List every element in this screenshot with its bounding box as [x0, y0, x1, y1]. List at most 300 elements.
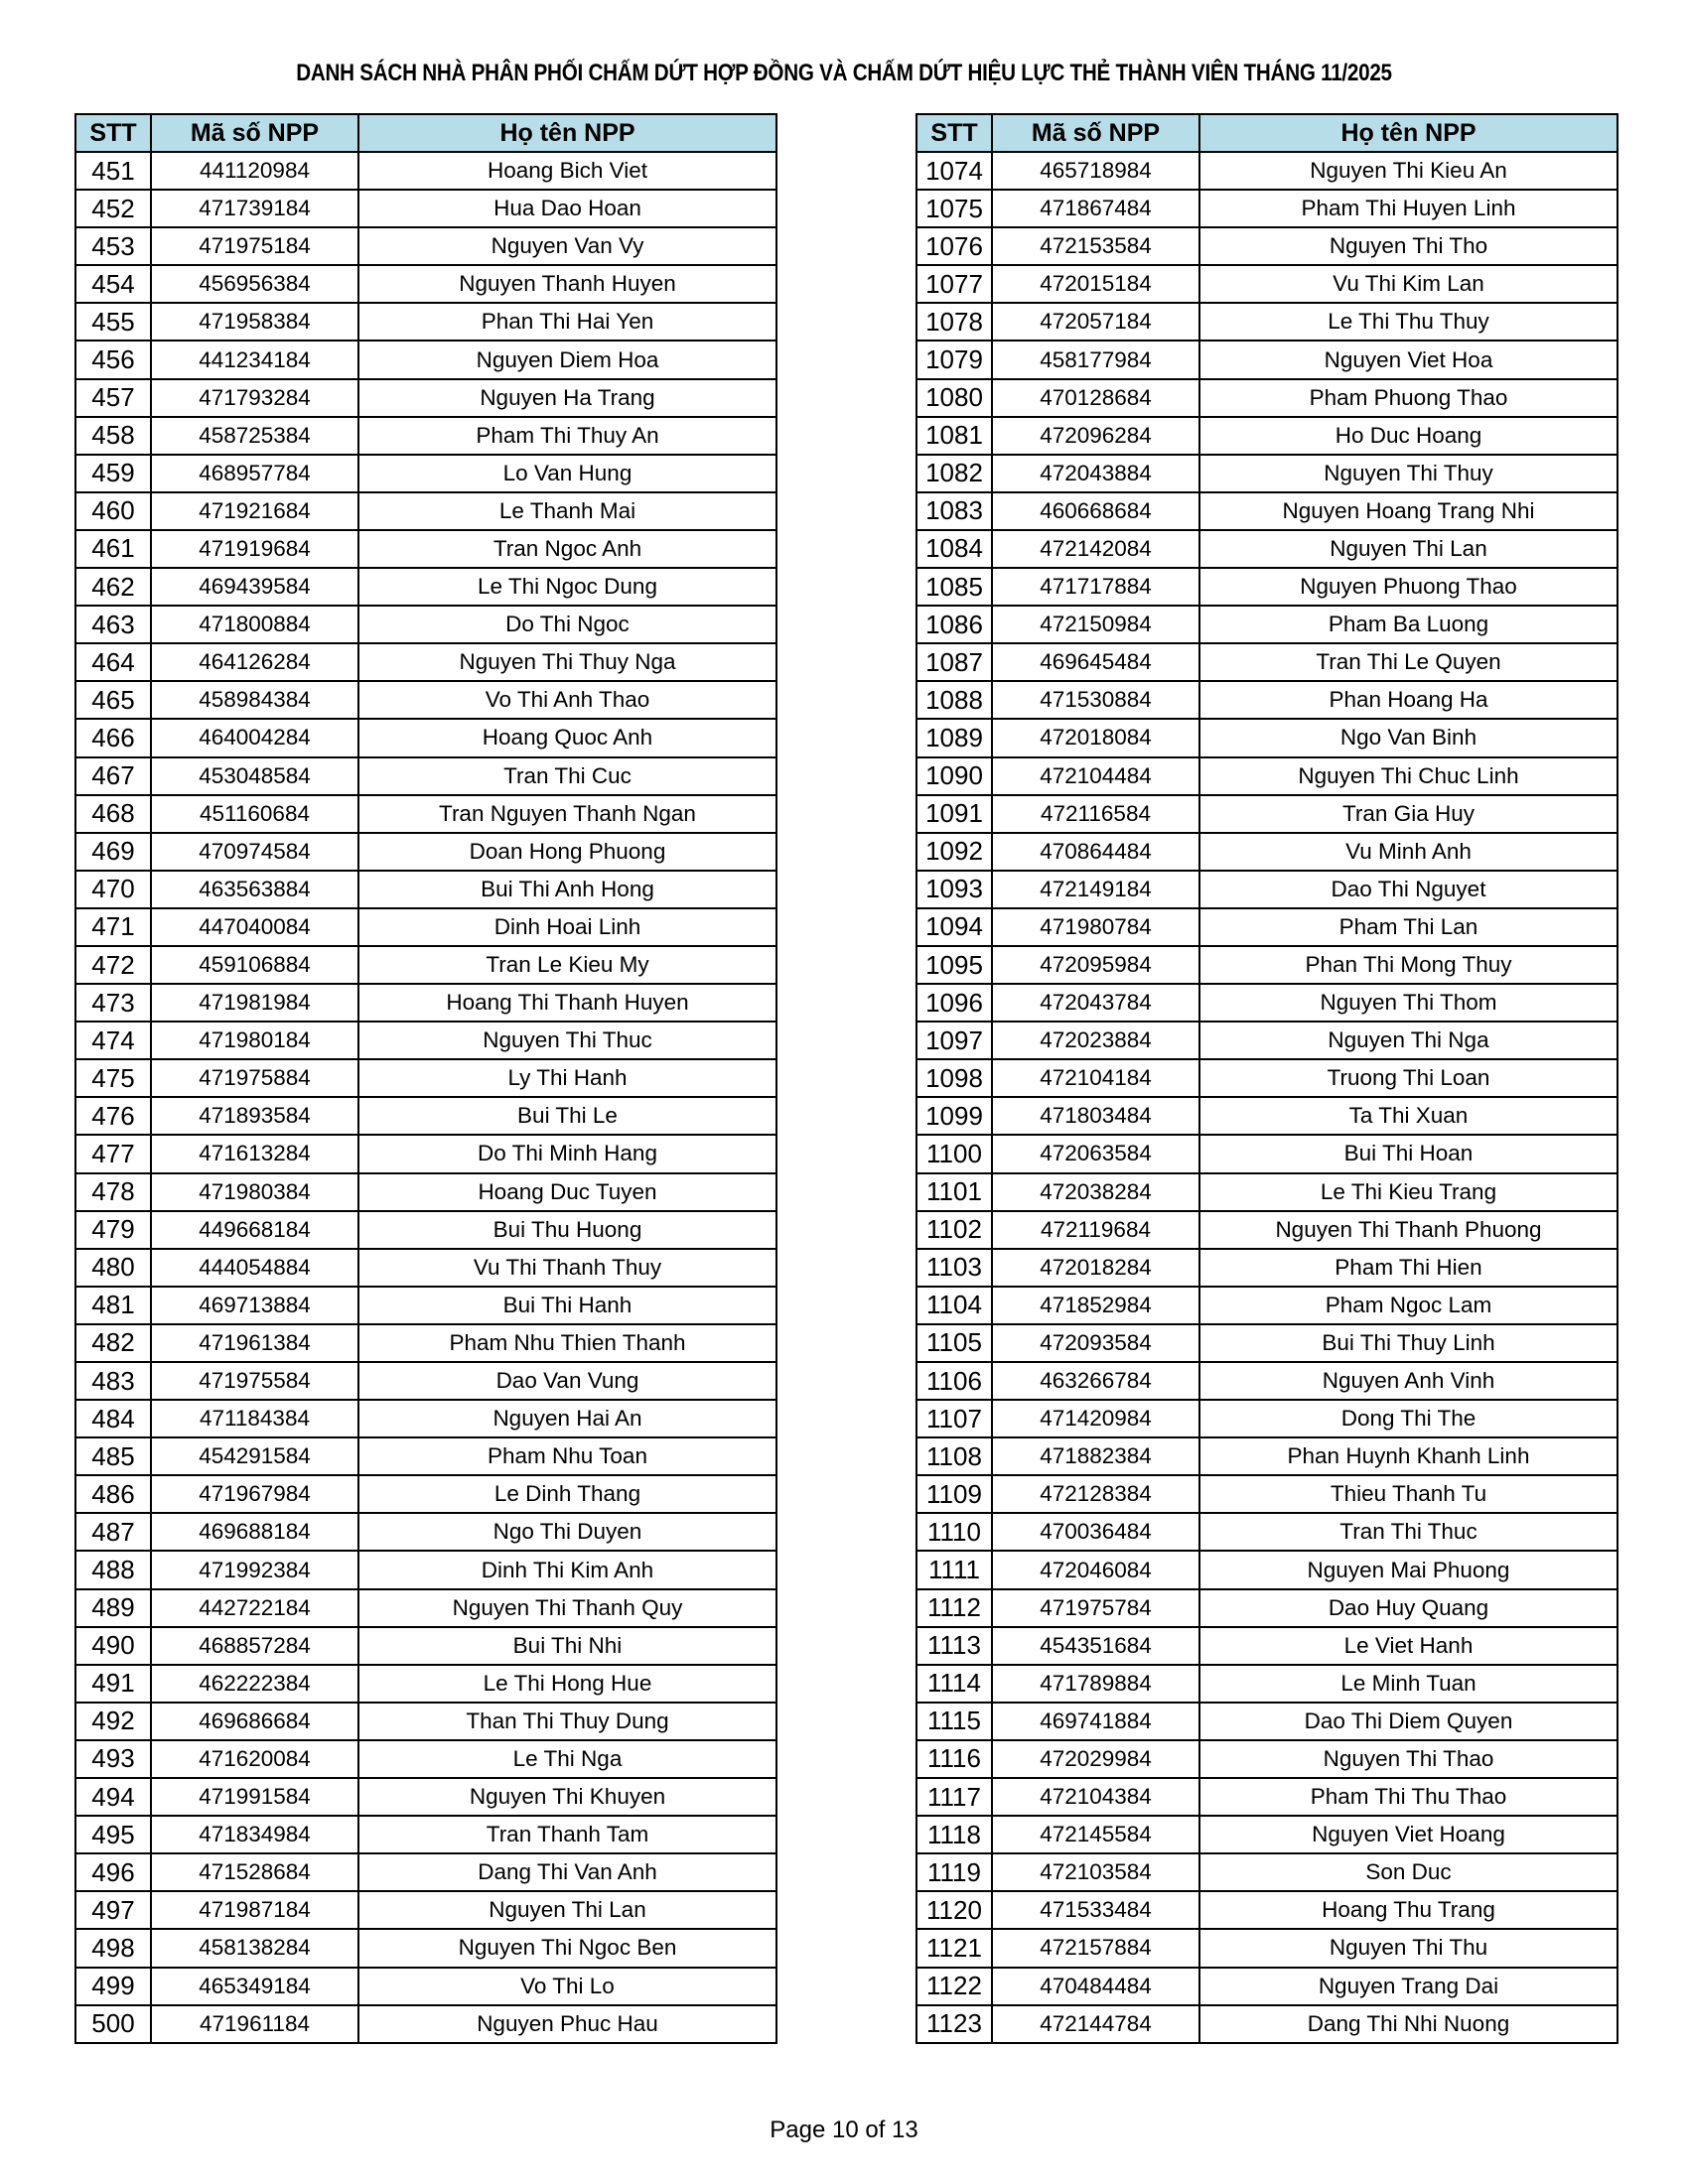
column-header-name: Họ tên NPP — [358, 114, 776, 152]
cell-name: Le Thi Thu Thuy — [1199, 303, 1618, 341]
cell-name: Nguyen Thi Lan — [1199, 530, 1618, 568]
table-row — [75, 1324, 776, 1362]
cell-stt: 489 — [75, 1589, 151, 1627]
table-row — [75, 227, 776, 265]
cell-stt: 464 — [75, 643, 151, 681]
cell-name: Vo Thi Anh Thao — [358, 681, 776, 719]
table-row — [916, 681, 1618, 719]
cell-name: Le Minh Tuan — [1199, 1665, 1618, 1703]
cell-code: 472043884 — [992, 455, 1199, 492]
cell-code: 471793284 — [151, 379, 358, 417]
table-row — [75, 1400, 776, 1437]
table-row — [916, 1703, 1618, 1740]
cell-name: Ly Thi Hanh — [358, 1059, 776, 1097]
cell-name: Nguyen Thi Thom — [1199, 984, 1618, 1022]
cell-stt: 1095 — [916, 946, 992, 984]
cell-stt: 1118 — [916, 1816, 992, 1853]
table-row — [75, 1135, 776, 1172]
cell-code: 472119684 — [992, 1211, 1199, 1249]
cell-name: Hoang Duc Tuyen — [358, 1173, 776, 1211]
cell-name: Pham Ngoc Lam — [1199, 1287, 1618, 1324]
cell-code: 462222384 — [151, 1665, 358, 1703]
table-row — [75, 1891, 776, 1929]
table-row — [75, 719, 776, 756]
table-row — [75, 1589, 776, 1627]
cell-name: Vu Thi Thanh Thuy — [358, 1249, 776, 1287]
cell-name: Tran Nguyen Thanh Ngan — [358, 795, 776, 833]
cell-code: 468857284 — [151, 1627, 358, 1665]
cell-name: Pham Thi Thu Thao — [1199, 1778, 1618, 1816]
cell-name: Bui Thu Huong — [358, 1211, 776, 1249]
cell-stt: 1105 — [916, 1324, 992, 1362]
table-row — [75, 152, 776, 190]
table-row — [916, 190, 1618, 227]
cell-name: Tran Gia Huy — [1199, 795, 1618, 833]
table-row — [916, 1551, 1618, 1588]
cell-code: 471919684 — [151, 530, 358, 568]
cell-name: Pham Thi Hien — [1199, 1249, 1618, 1287]
distributor-table-right — [915, 113, 1618, 2044]
cell-code: 472104384 — [992, 1778, 1199, 1816]
cell-code: 471530884 — [992, 681, 1199, 719]
table-header-row — [916, 114, 1618, 152]
cell-code: 471975184 — [151, 227, 358, 265]
table-row — [916, 1173, 1618, 1211]
table-row — [75, 265, 776, 303]
table-row — [75, 1816, 776, 1853]
cell-name: Nguyen Thi Khuyen — [358, 1778, 776, 1816]
cell-name: Le Thi Ngoc Dung — [358, 568, 776, 606]
table-row — [916, 795, 1618, 833]
table-header-row — [75, 114, 776, 152]
cell-name: Phan Thi Hai Yen — [358, 303, 776, 341]
cell-stt: 495 — [75, 1816, 151, 1853]
cell-stt: 1114 — [916, 1665, 992, 1703]
cell-code: 472145584 — [992, 1816, 1199, 1853]
cell-name: Dao Van Vung — [358, 1362, 776, 1400]
table-row — [916, 833, 1618, 871]
cell-name: Nguyen Thi Thuy — [1199, 455, 1618, 492]
column-header-name: Họ tên NPP — [1199, 114, 1618, 152]
cell-name: Nguyen Thi Thanh Phuong — [1199, 1211, 1618, 1249]
cell-stt: 1123 — [916, 2005, 992, 2043]
cell-name: Hoang Bich Viet — [358, 152, 776, 190]
cell-stt: 1083 — [916, 492, 992, 530]
cell-code: 471980384 — [151, 1173, 358, 1211]
cell-stt: 499 — [75, 1968, 151, 2005]
table-row — [75, 833, 776, 871]
table-body-right — [916, 152, 1618, 2043]
cell-code: 469713884 — [151, 1287, 358, 1324]
cell-stt: 451 — [75, 152, 151, 190]
cell-name: Nguyen Thi Tho — [1199, 227, 1618, 265]
document-title: DANH SÁCH NHÀ PHÂN PHỐI CHẤM DỨT HỢP ĐỒNG VÀ CHẤM DỨT HIỆU LỰC THẺ THÀNH VIÊN THÁNG 11/2025 — [296, 60, 1392, 86]
cell-name: Pham Phuong Thao — [1199, 379, 1618, 417]
cell-code: 471789884 — [992, 1665, 1199, 1703]
cell-stt: 1111 — [916, 1551, 992, 1588]
cell-stt: 467 — [75, 757, 151, 795]
cell-code: 471852984 — [992, 1287, 1199, 1324]
table-row — [75, 1513, 776, 1551]
cell-name: Dinh Hoai Linh — [358, 908, 776, 946]
cell-stt: 492 — [75, 1703, 151, 1740]
cell-stt: 477 — [75, 1135, 151, 1172]
table-row — [75, 341, 776, 378]
table-row — [916, 719, 1618, 756]
table-row — [916, 1437, 1618, 1475]
cell-code: 472142084 — [992, 530, 1199, 568]
table-body-left — [75, 152, 776, 2043]
cell-stt: 1089 — [916, 719, 992, 756]
cell-name: Nguyen Phuc Hau — [358, 2005, 776, 2043]
cell-name: Tran Ngoc Anh — [358, 530, 776, 568]
cell-code: 471803484 — [992, 1097, 1199, 1135]
cell-name: Tran Thi Cuc — [358, 757, 776, 795]
table-row — [916, 1022, 1618, 1059]
cell-stt: 482 — [75, 1324, 151, 1362]
cell-name: Pham Ba Luong — [1199, 606, 1618, 643]
cell-stt: 1084 — [916, 530, 992, 568]
cell-stt: 1078 — [916, 303, 992, 341]
cell-code: 471800884 — [151, 606, 358, 643]
cell-code: 471613284 — [151, 1135, 358, 1172]
table-row — [75, 1475, 776, 1513]
cell-name: Bui Thi Hoan — [1199, 1135, 1618, 1172]
cell-code: 469741884 — [992, 1703, 1199, 1740]
table-row — [75, 190, 776, 227]
cell-stt: 1109 — [916, 1475, 992, 1513]
cell-code: 471893584 — [151, 1097, 358, 1135]
cell-name: Hoang Thi Thanh Huyen — [358, 984, 776, 1022]
cell-code: 465349184 — [151, 1968, 358, 2005]
cell-stt: 1077 — [916, 265, 992, 303]
column-header-code: Mã số NPP — [992, 114, 1199, 152]
cell-name: Nguyen Thi Ngoc Ben — [358, 1929, 776, 1967]
cell-stt: 1091 — [916, 795, 992, 833]
table-row — [916, 606, 1618, 643]
cell-name: Nguyen Anh Vinh — [1199, 1362, 1618, 1400]
cell-name: Ta Thi Xuan — [1199, 1097, 1618, 1135]
table-row — [916, 152, 1618, 190]
cell-name: Son Duc — [1199, 1853, 1618, 1891]
cell-name: Le Dinh Thang — [358, 1475, 776, 1513]
cell-code: 460668684 — [992, 492, 1199, 530]
cell-code: 469686684 — [151, 1703, 358, 1740]
table-row — [75, 1287, 776, 1324]
cell-name: Nguyen Thi Thuc — [358, 1022, 776, 1059]
cell-code: 444054884 — [151, 1249, 358, 1287]
cell-stt: 490 — [75, 1627, 151, 1665]
table-row — [916, 1891, 1618, 1929]
table-row — [75, 606, 776, 643]
cell-name: Do Thi Minh Hang — [358, 1135, 776, 1172]
table-row — [916, 1627, 1618, 1665]
cell-name: Nguyen Ha Trang — [358, 379, 776, 417]
cell-code: 472018084 — [992, 719, 1199, 756]
table-row — [916, 871, 1618, 908]
table-row — [75, 303, 776, 341]
cell-name: Tran Thi Thuc — [1199, 1513, 1618, 1551]
cell-stt: 456 — [75, 341, 151, 378]
cell-code: 472043784 — [992, 984, 1199, 1022]
cell-code: 472096284 — [992, 417, 1199, 455]
table-row — [916, 1853, 1618, 1891]
cell-stt: 1121 — [916, 1929, 992, 1967]
cell-name: Dao Huy Quang — [1199, 1589, 1618, 1627]
table-row — [75, 946, 776, 984]
cell-name: Ho Duc Hoang — [1199, 417, 1618, 455]
cell-code: 471420984 — [992, 1400, 1199, 1437]
cell-stt: 462 — [75, 568, 151, 606]
cell-code: 471980184 — [151, 1022, 358, 1059]
cell-code: 470128684 — [992, 379, 1199, 417]
table-row — [75, 379, 776, 417]
cell-name: Nguyen Thi Lan — [358, 1891, 776, 1929]
cell-code: 454291584 — [151, 1437, 358, 1475]
cell-name: Le Thi Nga — [358, 1740, 776, 1778]
cell-name: Pham Nhu Thien Thanh — [358, 1324, 776, 1362]
table-row — [916, 1400, 1618, 1437]
cell-code: 449668184 — [151, 1211, 358, 1249]
cell-code: 454351684 — [992, 1627, 1199, 1665]
cell-code: 471975884 — [151, 1059, 358, 1097]
cell-code: 471717884 — [992, 568, 1199, 606]
cell-code: 471991584 — [151, 1778, 358, 1816]
cell-stt: 1087 — [916, 643, 992, 681]
cell-stt: 460 — [75, 492, 151, 530]
table-row — [75, 1437, 776, 1475]
cell-stt: 1103 — [916, 1249, 992, 1287]
cell-code: 471961384 — [151, 1324, 358, 1362]
cell-name: Dinh Thi Kim Anh — [358, 1551, 776, 1588]
table-row — [75, 1703, 776, 1740]
cell-name: Le Thi Kieu Trang — [1199, 1173, 1618, 1211]
cell-name: Nguyen Trang Dai — [1199, 1968, 1618, 2005]
cell-stt: 472 — [75, 946, 151, 984]
cell-stt: 461 — [75, 530, 151, 568]
cell-stt: 1108 — [916, 1437, 992, 1475]
cell-code: 472095984 — [992, 946, 1199, 984]
table-row — [916, 1135, 1618, 1172]
table-row — [916, 2005, 1618, 2043]
table-row — [75, 1627, 776, 1665]
cell-name: Le Thanh Mai — [358, 492, 776, 530]
cell-name: Pham Thi Huyen Linh — [1199, 190, 1618, 227]
cell-code: 471620084 — [151, 1740, 358, 1778]
cell-stt: 497 — [75, 1891, 151, 1929]
table-row — [916, 492, 1618, 530]
cell-code: 472104484 — [992, 757, 1199, 795]
table-row — [75, 1551, 776, 1588]
cell-name: Nguyen Hoang Trang Nhi — [1199, 492, 1618, 530]
table-row — [916, 227, 1618, 265]
cell-code: 471528684 — [151, 1853, 358, 1891]
table-row — [916, 341, 1618, 378]
cell-stt: 481 — [75, 1287, 151, 1324]
cell-stt: 459 — [75, 455, 151, 492]
column-header-stt: STT — [75, 114, 151, 152]
table-row — [916, 1362, 1618, 1400]
cell-name: Nguyen Thi Thuy Nga — [358, 643, 776, 681]
cell-stt: 493 — [75, 1740, 151, 1778]
cell-code: 441234184 — [151, 341, 358, 378]
cell-code: 472157884 — [992, 1929, 1199, 1967]
cell-code: 469645484 — [992, 643, 1199, 681]
cell-code: 472015184 — [992, 265, 1199, 303]
table-row — [916, 568, 1618, 606]
table-row — [916, 946, 1618, 984]
cell-name: Nguyen Thi Thu — [1199, 1929, 1618, 1967]
table-row — [75, 1249, 776, 1287]
cell-stt: 498 — [75, 1929, 151, 1967]
cell-code: 451160684 — [151, 795, 358, 833]
cell-name: Dang Thi Van Anh — [358, 1853, 776, 1891]
table-row — [916, 1778, 1618, 1816]
cell-stt: 1098 — [916, 1059, 992, 1097]
cell-stt: 1120 — [916, 1891, 992, 1929]
table-row — [75, 1097, 776, 1135]
cell-stt: 491 — [75, 1665, 151, 1703]
cell-code: 471739184 — [151, 190, 358, 227]
cell-stt: 1107 — [916, 1400, 992, 1437]
cell-code: 441120984 — [151, 152, 358, 190]
cell-code: 464004284 — [151, 719, 358, 756]
cell-code: 472150984 — [992, 606, 1199, 643]
cell-stt: 480 — [75, 1249, 151, 1287]
cell-name: Than Thi Thuy Dung — [358, 1703, 776, 1740]
cell-name: Vo Thi Lo — [358, 1968, 776, 2005]
cell-stt: 1099 — [916, 1097, 992, 1135]
cell-code: 471961184 — [151, 2005, 358, 2043]
cell-name: Doan Hong Phuong — [358, 833, 776, 871]
cell-stt: 1086 — [916, 606, 992, 643]
cell-stt: 1115 — [916, 1703, 992, 1740]
table-row — [916, 379, 1618, 417]
cell-code: 472144784 — [992, 2005, 1199, 2043]
table-row — [75, 1362, 776, 1400]
cell-name: Pham Thi Thuy An — [358, 417, 776, 455]
table-row — [916, 1475, 1618, 1513]
cell-stt: 1075 — [916, 190, 992, 227]
cell-name: Tran Thanh Tam — [358, 1816, 776, 1853]
cell-stt: 1082 — [916, 455, 992, 492]
cell-code: 471992384 — [151, 1551, 358, 1588]
cell-name: Nguyen Hai An — [358, 1400, 776, 1437]
cell-name: Vu Thi Kim Lan — [1199, 265, 1618, 303]
cell-name: Le Viet Hanh — [1199, 1627, 1618, 1665]
cell-name: Nguyen Thi Kieu An — [1199, 152, 1618, 190]
cell-stt: 475 — [75, 1059, 151, 1097]
cell-code: 472057184 — [992, 303, 1199, 341]
cell-code: 472018284 — [992, 1249, 1199, 1287]
cell-code: 471981984 — [151, 984, 358, 1022]
cell-stt: 474 — [75, 1022, 151, 1059]
table-row — [75, 1665, 776, 1703]
column-header-stt: STT — [916, 114, 992, 152]
table-row — [916, 303, 1618, 341]
cell-stt: 1100 — [916, 1135, 992, 1172]
page-number: Page 10 of 13 — [770, 2116, 918, 2143]
table-row — [916, 1324, 1618, 1362]
cell-stt: 469 — [75, 833, 151, 871]
cell-code: 463266784 — [992, 1362, 1199, 1400]
cell-code: 470974584 — [151, 833, 358, 871]
cell-name: Dang Thi Nhi Nuong — [1199, 2005, 1618, 2043]
cell-name: Dong Thi The — [1199, 1400, 1618, 1437]
cell-code: 472046084 — [992, 1551, 1199, 1588]
cell-code: 468957784 — [151, 455, 358, 492]
table-row — [75, 492, 776, 530]
cell-stt: 488 — [75, 1551, 151, 1588]
cell-name: Lo Van Hung — [358, 455, 776, 492]
cell-stt: 473 — [75, 984, 151, 1022]
cell-name: Nguyen Thi Nga — [1199, 1022, 1618, 1059]
cell-stt: 487 — [75, 1513, 151, 1551]
table-row — [75, 908, 776, 946]
table-row — [916, 1929, 1618, 1967]
table-row — [916, 455, 1618, 492]
cell-name: Nguyen Thi Thao — [1199, 1740, 1618, 1778]
table-row — [75, 1740, 776, 1778]
cell-code: 471921684 — [151, 492, 358, 530]
cell-stt: 1097 — [916, 1022, 992, 1059]
table-row — [75, 417, 776, 455]
cell-stt: 471 — [75, 908, 151, 946]
cell-code: 458138284 — [151, 1929, 358, 1967]
table-row — [75, 984, 776, 1022]
cell-stt: 1090 — [916, 757, 992, 795]
cell-stt: 1076 — [916, 227, 992, 265]
cell-stt: 1094 — [916, 908, 992, 946]
table-row — [75, 1173, 776, 1211]
cell-name: Dao Thi Nguyet — [1199, 871, 1618, 908]
cell-stt: 476 — [75, 1097, 151, 1135]
cell-code: 470864484 — [992, 833, 1199, 871]
cell-name: Nguyen Viet Hoang — [1199, 1816, 1618, 1853]
cell-code: 463563884 — [151, 871, 358, 908]
cell-stt: 468 — [75, 795, 151, 833]
cell-code: 471967984 — [151, 1475, 358, 1513]
cell-code: 453048584 — [151, 757, 358, 795]
cell-name: Nguyen Thi Thanh Quy — [358, 1589, 776, 1627]
cell-code: 465718984 — [992, 152, 1199, 190]
table-row — [75, 795, 776, 833]
table-row — [75, 1968, 776, 2005]
table-row — [916, 757, 1618, 795]
table-row — [916, 1249, 1618, 1287]
cell-code: 471834984 — [151, 1816, 358, 1853]
cell-code: 459106884 — [151, 946, 358, 984]
distributor-table-left — [74, 113, 777, 2044]
cell-name: Truong Thi Loan — [1199, 1059, 1618, 1097]
table-row — [75, 681, 776, 719]
cell-code: 471882384 — [992, 1437, 1199, 1475]
cell-stt: 1116 — [916, 1740, 992, 1778]
cell-stt: 458 — [75, 417, 151, 455]
cell-stt: 1101 — [916, 1173, 992, 1211]
cell-stt: 465 — [75, 681, 151, 719]
cell-stt: 454 — [75, 265, 151, 303]
cell-name: Nguyen Thi Chuc Linh — [1199, 757, 1618, 795]
cell-code: 458984384 — [151, 681, 358, 719]
cell-stt: 1096 — [916, 984, 992, 1022]
cell-stt: 463 — [75, 606, 151, 643]
cell-stt: 478 — [75, 1173, 151, 1211]
table-row — [75, 643, 776, 681]
cell-code: 469688184 — [151, 1513, 358, 1551]
column-header-code: Mã số NPP — [151, 114, 358, 152]
cell-code: 471958384 — [151, 303, 358, 341]
